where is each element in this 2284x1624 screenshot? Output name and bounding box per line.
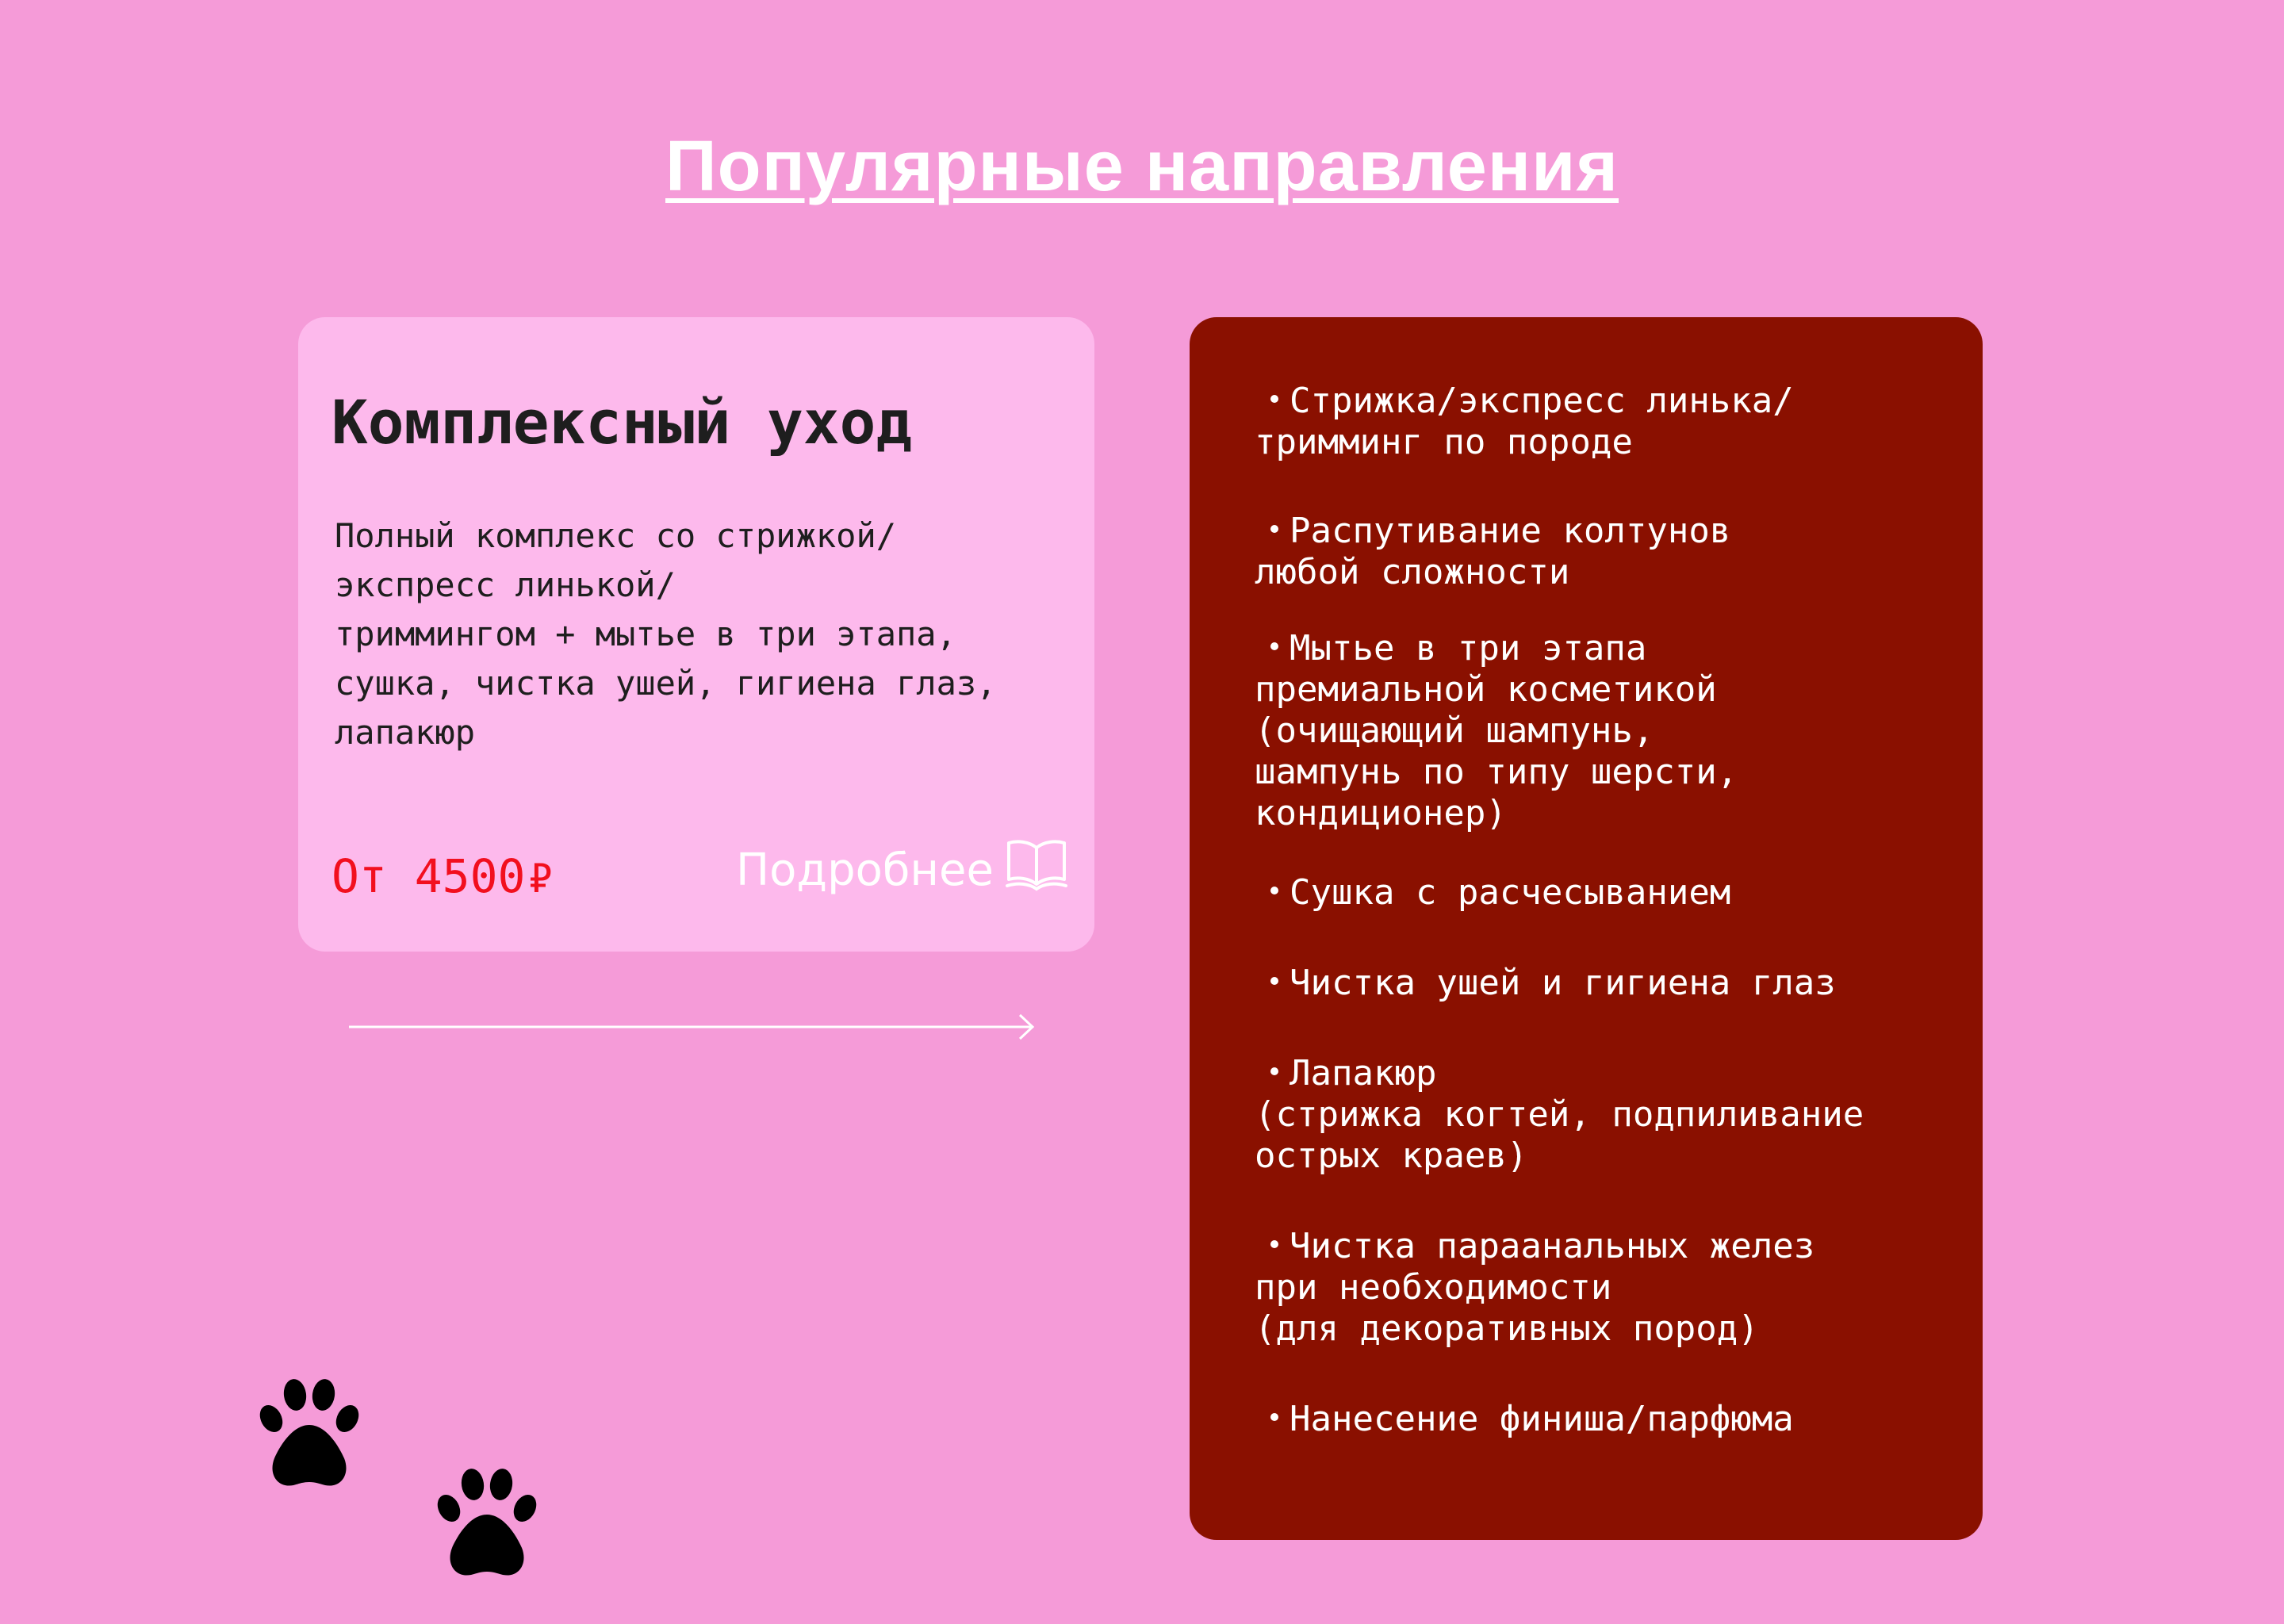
feature-item	[1255, 872, 1968, 914]
price-value: 4500	[414, 849, 526, 903]
feature-item-detail: при необходимости (для декоративных пород)	[1255, 1267, 1759, 1349]
feature-item	[1255, 963, 1968, 1004]
feature-item-detail: любой сложности	[1255, 552, 1570, 592]
bullet-icon	[1270, 1067, 1278, 1075]
feature-item-title: Распутивание колтунов	[1290, 511, 1731, 551]
features-panel	[1190, 317, 1983, 1540]
feature-item-detail: тримминг по породе	[1255, 422, 1633, 462]
currency-symbol: ₽	[528, 856, 553, 902]
paw-print-icon	[249, 1376, 368, 1499]
service-card[interactable]	[298, 317, 1094, 952]
more-link[interactable]	[736, 841, 1068, 901]
bullet-icon	[1270, 642, 1278, 650]
feature-item-detail: (стрижка когтей, подпиливание острых краев)	[1255, 1094, 1864, 1176]
feature-item-title: Чистка параанальных желез	[1290, 1226, 1815, 1266]
feature-item-title: Стрижка/экспресс линька/	[1290, 381, 1794, 421]
paw-print-icon	[427, 1465, 546, 1588]
feature-item-title: Нанесение финиша/парфюма	[1290, 1399, 1794, 1439]
bullet-icon	[1270, 1240, 1278, 1248]
feature-item	[1255, 381, 1968, 463]
bullet-icon	[1270, 525, 1278, 533]
feature-item-title: Чистка ушей и гигиена глаз	[1290, 963, 1836, 1003]
feature-item-detail: премиальной косметикой (очищающий шампунь, шампунь по типу шерсти, кондиционер)	[1255, 669, 1738, 833]
price	[331, 848, 553, 906]
feature-item	[1255, 1399, 1968, 1440]
page-title: Популярные направления	[665, 127, 1619, 206]
card-title: Комплексный уход	[331, 387, 913, 458]
feature-item	[1255, 1053, 1968, 1177]
card-description: Полный комплекс со стрижкой/ экспресс линькой/ триммингом + мытье в три этапа, сушка, чистка ушей, гигиена глаз, лапакюр	[335, 516, 997, 752]
open-book-icon	[1005, 837, 1068, 896]
bullet-icon	[1270, 887, 1278, 894]
feature-item-title: Сушка с расчесыванием	[1290, 872, 1731, 913]
bullet-icon	[1270, 395, 1278, 403]
bullet-icon	[1270, 977, 1278, 985]
feature-item-title: Мытье в три этапа	[1290, 628, 1647, 668]
more-link-label: Подробнее	[736, 845, 994, 896]
feature-item	[1255, 1226, 1968, 1350]
feature-item	[1255, 511, 1968, 593]
right-arrow-icon	[349, 1013, 1036, 1044]
price-prefix: От	[331, 849, 387, 903]
feature-item-title: Лапакюр	[1290, 1053, 1437, 1094]
feature-item	[1255, 628, 1968, 834]
bullet-icon	[1270, 1413, 1278, 1421]
